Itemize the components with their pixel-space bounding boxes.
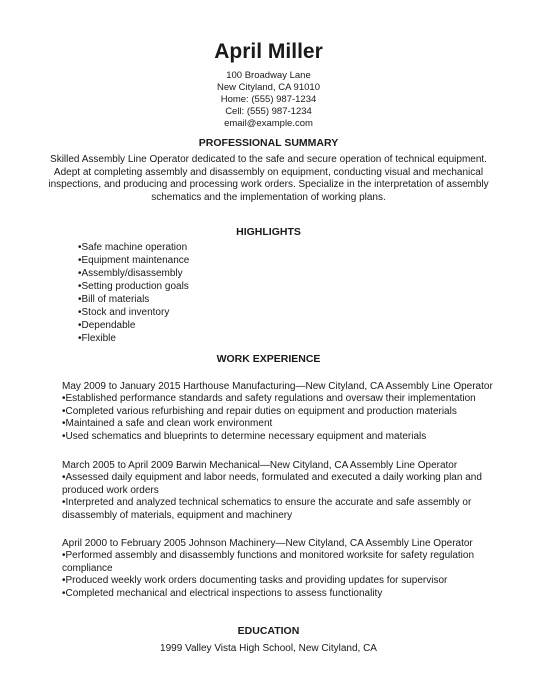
job-entry: [62, 538, 522, 600]
job-bullet: •Produced weekly work orders documenting tasks and providing updates for supervisor: [62, 575, 448, 587]
summary-line: Skilled Assembly Line Operator dedicated to the safe and secure operation of technical equipment.: [50, 154, 487, 165]
list-item: •Dependable: [78, 320, 136, 331]
address-line-2: New Cityland, CA 91010: [217, 82, 320, 93]
job-entry: [62, 381, 522, 443]
contact-block: [0, 70, 537, 130]
list-item: •Safe machine operation: [78, 242, 188, 253]
job-bullet: compliance: [62, 562, 113, 574]
email-address: email@example.com: [224, 118, 313, 129]
list-item: •Equipment maintenance: [78, 255, 190, 266]
highlights-list: [78, 241, 189, 345]
list-item: •Flexible: [78, 333, 116, 344]
list-item: •Setting production goals: [78, 281, 189, 292]
address-line-1: 100 Broadway Lane: [226, 70, 311, 81]
list-item: •Stock and inventory: [78, 307, 170, 318]
job-bullet: •Established performance standards and safety regulations and oversaw their implementation: [62, 393, 476, 405]
summary-line: inspections, and producing and processing work orders. Specialize in the interpretation of assembly: [48, 179, 489, 190]
job-bullet: •Interpreted and analyzed technical schematics to ensure the accurate and safe assembly or: [62, 497, 472, 509]
highlights-heading: HIGHLIGHTS: [236, 226, 301, 238]
summary-line: Adept at completing assembly and disassembly on equipment, conducting visual and mechanical: [53, 166, 484, 178]
job-bullet: •Completed mechanical and electrical inspections to assess functionality: [62, 587, 383, 599]
job-bullet: •Completed various refurbishing and repair duties on equipment and production materials: [62, 405, 457, 417]
summary-text: [40, 154, 497, 204]
job-bullet: •Maintained a safe and clean work environment: [62, 418, 273, 430]
job-entry: [62, 460, 522, 522]
home-phone: Home: (555) 987-1234: [220, 94, 317, 105]
job-title-line: March 2005 to April 2009 Barwin Mechanical—New Cityland, CA Assembly Line Operator: [62, 460, 458, 471]
job-bullet: disassembly of materials, equipment and machinery: [62, 509, 293, 521]
summary-line: schematics and the implementation of working plans.: [151, 191, 386, 203]
list-item: •Bill of materials: [78, 294, 150, 305]
job-title-line: April 2000 to February 2005 Johnson Machinery—New Cityland, CA Assembly Line Operator: [62, 538, 473, 549]
list-item: •Assembly/disassembly: [78, 268, 183, 279]
job-bullet: •Performed assembly and disassembly functions and monitored worksite for safety regulation: [62, 550, 475, 562]
job-bullet: •Used schematics and blueprints to determine necessary equipment and materials: [62, 430, 427, 442]
experience-heading: WORK EXPERIENCE: [216, 353, 321, 365]
education-entry: 1999 Valley Vista High School, New Cityland, CA: [160, 643, 377, 654]
cell-phone: Cell: (555) 987-1234: [225, 106, 312, 117]
job-bullet: •Assessed daily equipment and labor needs, formulated and executed a daily working plan and: [62, 472, 482, 484]
job-title-line: May 2009 to January 2015 Harthouse Manufacturing—New Cityland, CA Assembly Line Operator: [62, 381, 493, 392]
job-bullet: produced work orders: [62, 484, 159, 496]
applicant-name: April Miller: [214, 40, 323, 63]
summary-heading: PROFESSIONAL SUMMARY: [198, 137, 339, 149]
education-heading: EDUCATION: [237, 625, 300, 637]
